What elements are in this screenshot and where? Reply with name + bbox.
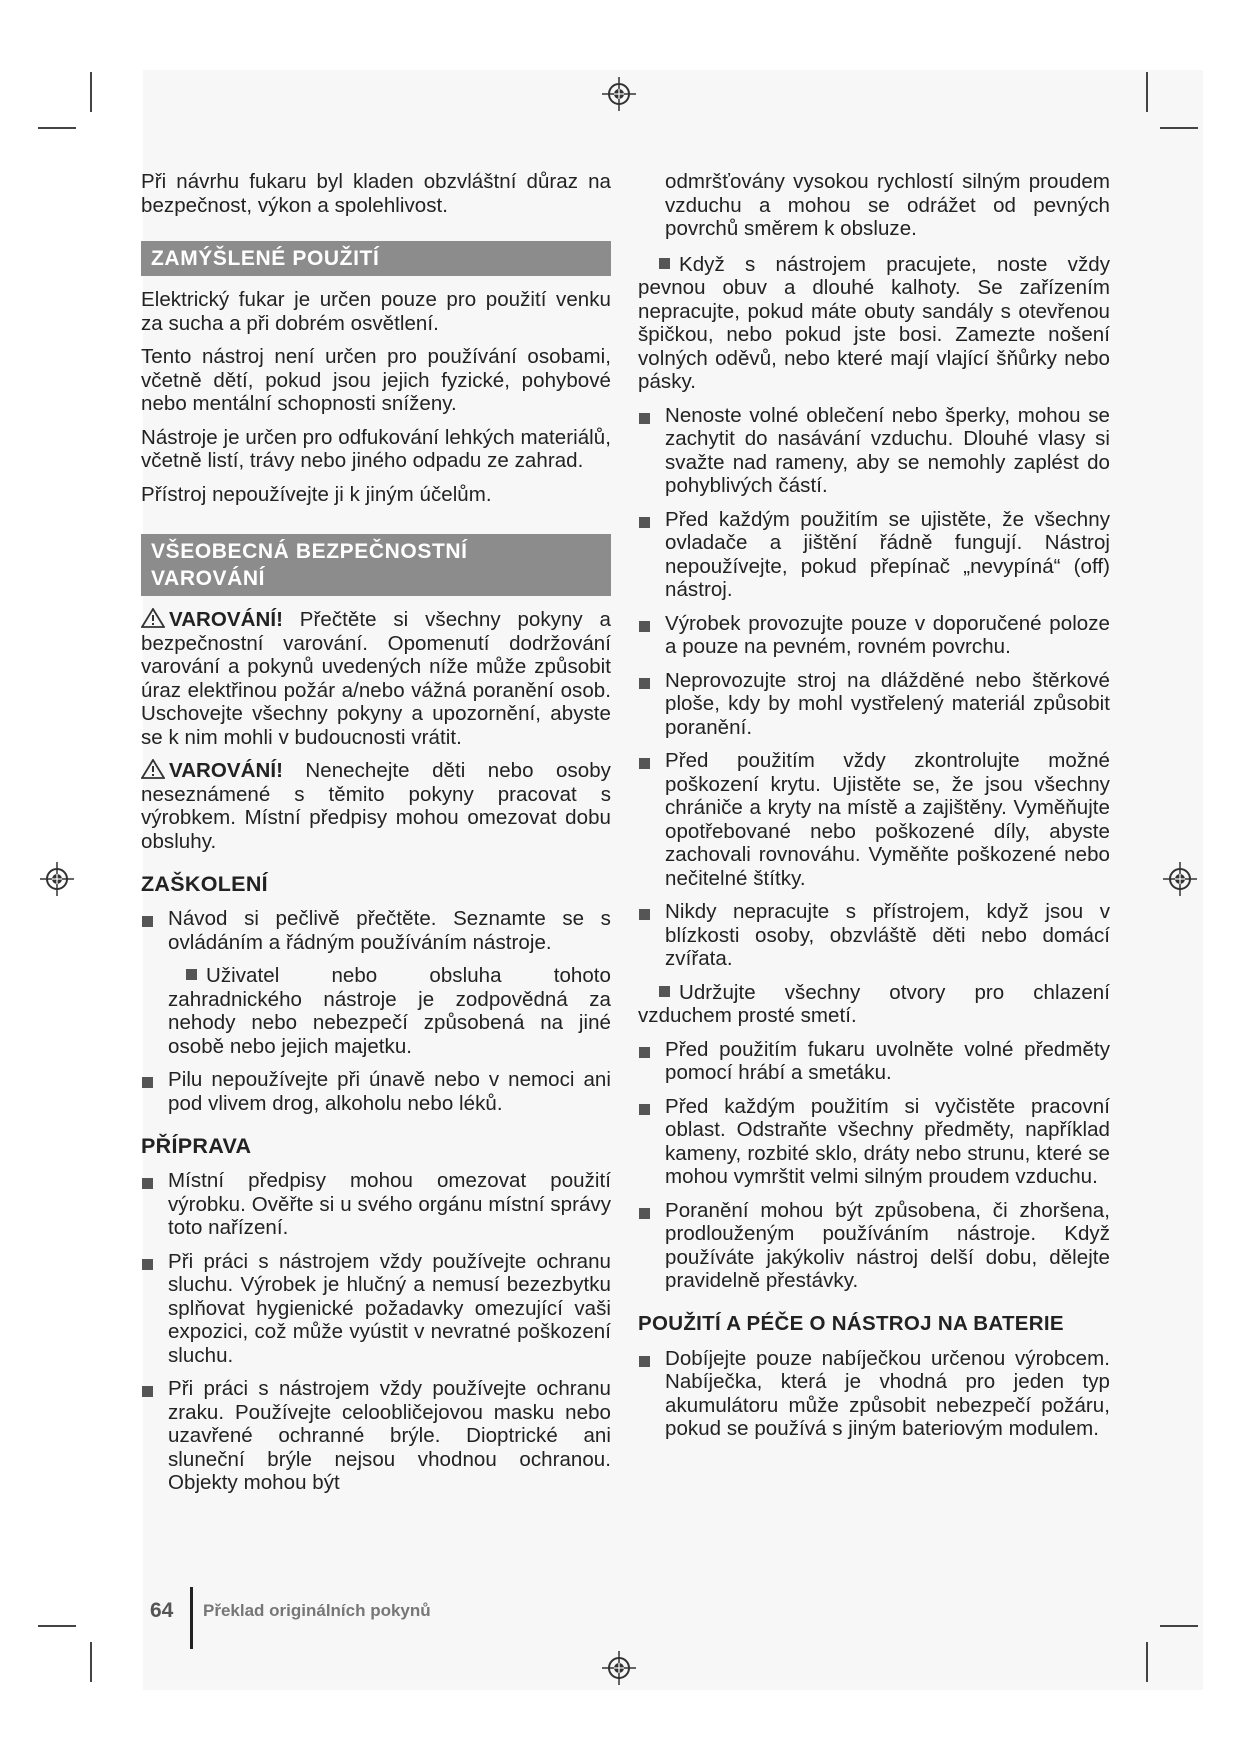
- section-heading-preparation: PŘÍPRAVA: [141, 1134, 252, 1158]
- bullet-icon: [142, 1386, 153, 1397]
- list-item-text: Před každým použitím se ujistěte, že všechny ovladače a jištění řádně fungují. Nástroj nepoužívejte, pokud přepínač „nevypíná“ (off) nástroj.: [665, 507, 1110, 601]
- list-item: [638, 981, 1110, 1028]
- crop-mark: [1146, 1642, 1148, 1682]
- warning-label: VAROVÁNÍ!: [169, 759, 283, 782]
- list-item-text: Před použitím fukaru uvolněte volné předměty pomocí hrábí a smetáku.: [665, 1037, 1110, 1084]
- warning-text: Nenechejte děti nebo osoby neseznámené s těmito pokyny pracovat s výrobkem. Místní předpisy mohou omezovat dobu obsluhy.: [141, 759, 611, 853]
- list-item: [638, 749, 1110, 890]
- list-item: [638, 1095, 1110, 1189]
- warning-label: VAROVÁNÍ!: [169, 608, 283, 631]
- bullet-icon: [142, 1178, 153, 1189]
- left-column: [141, 170, 611, 1505]
- paragraph: Elektrický fukar je určen pouze pro použití venku za sucha a při dobrém osvětlení.: [141, 288, 611, 335]
- list-item: [141, 1169, 611, 1240]
- crop-mark: [38, 127, 76, 129]
- list-item: [638, 508, 1110, 602]
- list-item-text: Před použitím vždy zkontrolujte možné poškození krytu. Ujistěte se, že jsou všechny chrániče a kryty na místě a zajištěny. Vyměňujte opotřebované nebo poškozené díly, abyste zachovali rovnováhu. Vyměňte poškozené nebo nečitelné štítky.: [665, 749, 1110, 890]
- intro-paragraph: Při návrhu fukaru byl kladen obzvláštní důraz na bezpečnost, výkon a spolehlivost.: [141, 170, 611, 217]
- registration-mark-icon: [602, 77, 636, 111]
- page-number: 64: [150, 1599, 174, 1622]
- list-item-text: Uživatel nebo obsluha tohoto zahradnického nástroje je zodpovědná za nehody nebo nebezpečí způsobená na jiné osobě nebo jejich majetku.: [168, 964, 611, 1058]
- bullet-icon: [639, 758, 650, 769]
- bullet-icon: [142, 1077, 153, 1088]
- list-item-text: Poranění mohou být způsobena, či zhoršena, prodlouženým používáním nástroje. Když používáte jakýkoliv nástroj delší dobu, dělejte pravidelně přestávky.: [665, 1198, 1110, 1292]
- list-item-text: Nenoste volné oblečení nebo šperky, mohou se zachytit do nasávání vzduchu. Dlouhé vlasy si svažte nad rameny, aby se nemohly zaplést do pohyblivých částí.: [665, 403, 1110, 497]
- crop-mark: [1160, 1625, 1198, 1627]
- bullet-icon: [186, 969, 197, 980]
- warning-triangle-icon: [141, 608, 165, 628]
- crop-mark: [38, 1625, 76, 1627]
- paragraph: Tento nástroj není určen pro používání osobami, včetně dětí, pokud jsou jejich fyzické, pohybové nebo mentální schopnosti sníženy.: [141, 345, 611, 415]
- list-item: [638, 1038, 1110, 1085]
- bullet-icon: [639, 621, 650, 632]
- bullet-icon: [639, 517, 650, 528]
- section-heading-training: ZAŠKOLENÍ: [141, 872, 268, 896]
- section-heading-general-safety: [141, 534, 611, 596]
- registration-mark-icon: [40, 862, 74, 896]
- list-item: [638, 404, 1110, 498]
- warning-paragraph: [141, 759, 611, 853]
- crop-mark: [1146, 72, 1148, 112]
- bullet-icon: [639, 1047, 650, 1058]
- list-item-text: Když s nástrojem pracujete, noste vždy pevnou obuv a dlouhé kalhoty. Se zařízením nepracujte, pokud máte obuty sandály s otevřenou špičkou, nebo pokud jste bosi. Zamezte nošení volných oděvů, nebo které mají vlající šňůrky nebo pásky.: [638, 252, 1110, 393]
- list-item: [141, 907, 611, 954]
- right-column: [638, 170, 1110, 1451]
- paragraph: Přístroj nepoužívejte ji k jiným účelům.: [141, 482, 492, 506]
- bullet-icon: [142, 916, 153, 927]
- list-item-text: Neprovozujte stroj na dlážděné nebo štěrkové ploše, kdy by mohl vystřelený materiál způsobit poranění.: [665, 668, 1110, 739]
- list-item-text: Návod si pečlivě přečtěte. Seznamte se s ovládáním a řádným používáním nástroje.: [168, 907, 611, 954]
- paragraph: Nástroje je určen pro odfukování lehkých materiálů, včetně listí, trávy nebo jiného odpadu ze zahrad.: [141, 425, 611, 472]
- heading-line: VŠEOBECNÁ BEZPEČNOSTNÍ: [151, 540, 468, 563]
- list-item: [141, 1068, 611, 1115]
- heading-line: VAROVÁNÍ: [151, 567, 266, 590]
- crop-mark: [90, 1642, 92, 1682]
- footer-divider: [190, 1587, 193, 1649]
- footer-label: Překlad originálních pokynů: [203, 1601, 431, 1620]
- warning-triangle-icon: [141, 759, 165, 779]
- registration-mark-icon: [602, 1651, 636, 1685]
- bullet-icon: [639, 1104, 650, 1115]
- section-heading-intended-use: ZAMÝŠLENÉ POUŽITÍ: [141, 241, 611, 276]
- registration-mark-icon: [1163, 862, 1197, 896]
- list-item-text: Nikdy nepracujte s přístrojem, když jsou v blízkosti osoby, obzvláště děti nebo domácí zvířata.: [665, 900, 1110, 970]
- list-item: [141, 1250, 611, 1368]
- list-item: [638, 1347, 1110, 1441]
- list-item-text: Před každým použitím si vyčistěte pracovní oblast. Odstraňte všechny předměty, například kameny, rozbité sklo, dráty nebo strunu, které se mohou vymrštit velmi silným proudem vzduchu.: [665, 1094, 1110, 1188]
- bullet-icon: [142, 1259, 153, 1270]
- list-item: [638, 1199, 1110, 1293]
- list-item-text: Dobíjejte pouze nabíječkou určenou výrobcem. Nabíječka, která je vhodná pro jeden typ akumulátoru může způsobit nebezpečí požáru, pokud se používá s jiným bateriovým modulem.: [665, 1346, 1110, 1440]
- bullet-icon: [639, 909, 650, 920]
- warning-text: Přečtěte si všechny pokyny a bezpečnostní varování. Opomenutí dodržování varování a pokynů uvedených níže může způsobit úraz elektřinou požár a/nebo vážná poranění osob. Uschovejte všechny pokyny a upozornění, abyste se k nim mohli v budoucnosti vrátit.: [141, 608, 611, 749]
- warning-paragraph: [141, 608, 611, 749]
- list-item-text: Místní předpisy mohou omezovat použití výrobku. Ověřte si u svého orgánu místní správy toto nařízení.: [168, 1169, 611, 1239]
- list-item-text: Pilu nepoužívejte při únavě nebo v nemoci ani pod vlivem drog, alkoholu nebo léků.: [168, 1068, 611, 1115]
- list-item-text: Při práci s nástrojem vždy používejte ochranu sluchu. Výrobek je hlučný a nemusí bezezbytku splňovat hygienické požadavky omezující vaši expozici, což může vyústit v nevratné poškození sluchu.: [168, 1249, 611, 1367]
- list-item: [141, 964, 611, 1058]
- list-item: [638, 253, 1110, 394]
- bullet-icon: [639, 1208, 650, 1219]
- list-item-text: Při práci s nástrojem vždy používejte ochranu zraku. Používejte celoobličejovou masku nebo uzavřené ochranné brýle. Dioptrické ani sluneční brýle nejsou vhodnou ochranou. Objekty mohou být: [168, 1377, 611, 1494]
- list-item: [638, 669, 1110, 740]
- paragraph-continued: odmršťovány vysokou rychlostí silným proudem vzduchu a mohou se odrážet od pevných povrchů směrem k obsluze.: [665, 170, 1110, 240]
- list-item-text: Výrobek provozujte pouze v doporučené poloze a pouze na pevném, rovném povrchu.: [665, 611, 1110, 658]
- bullet-icon: [659, 986, 670, 997]
- list-item: [141, 1377, 611, 1495]
- list-item-text: Udržujte všechny otvory pro chlazení vzduchem prosté smetí.: [638, 980, 1110, 1027]
- crop-mark: [90, 72, 92, 112]
- section-heading-battery: POUŽITÍ A PÉČE O NÁSTROJ NA BATERIE: [638, 1311, 1064, 1335]
- bullet-icon: [639, 1356, 650, 1367]
- bullet-icon: [659, 258, 670, 269]
- bullet-icon: [639, 678, 650, 689]
- crop-mark: [1160, 127, 1198, 129]
- list-item: [638, 612, 1110, 659]
- bullet-icon: [639, 413, 650, 424]
- list-item: [638, 900, 1110, 971]
